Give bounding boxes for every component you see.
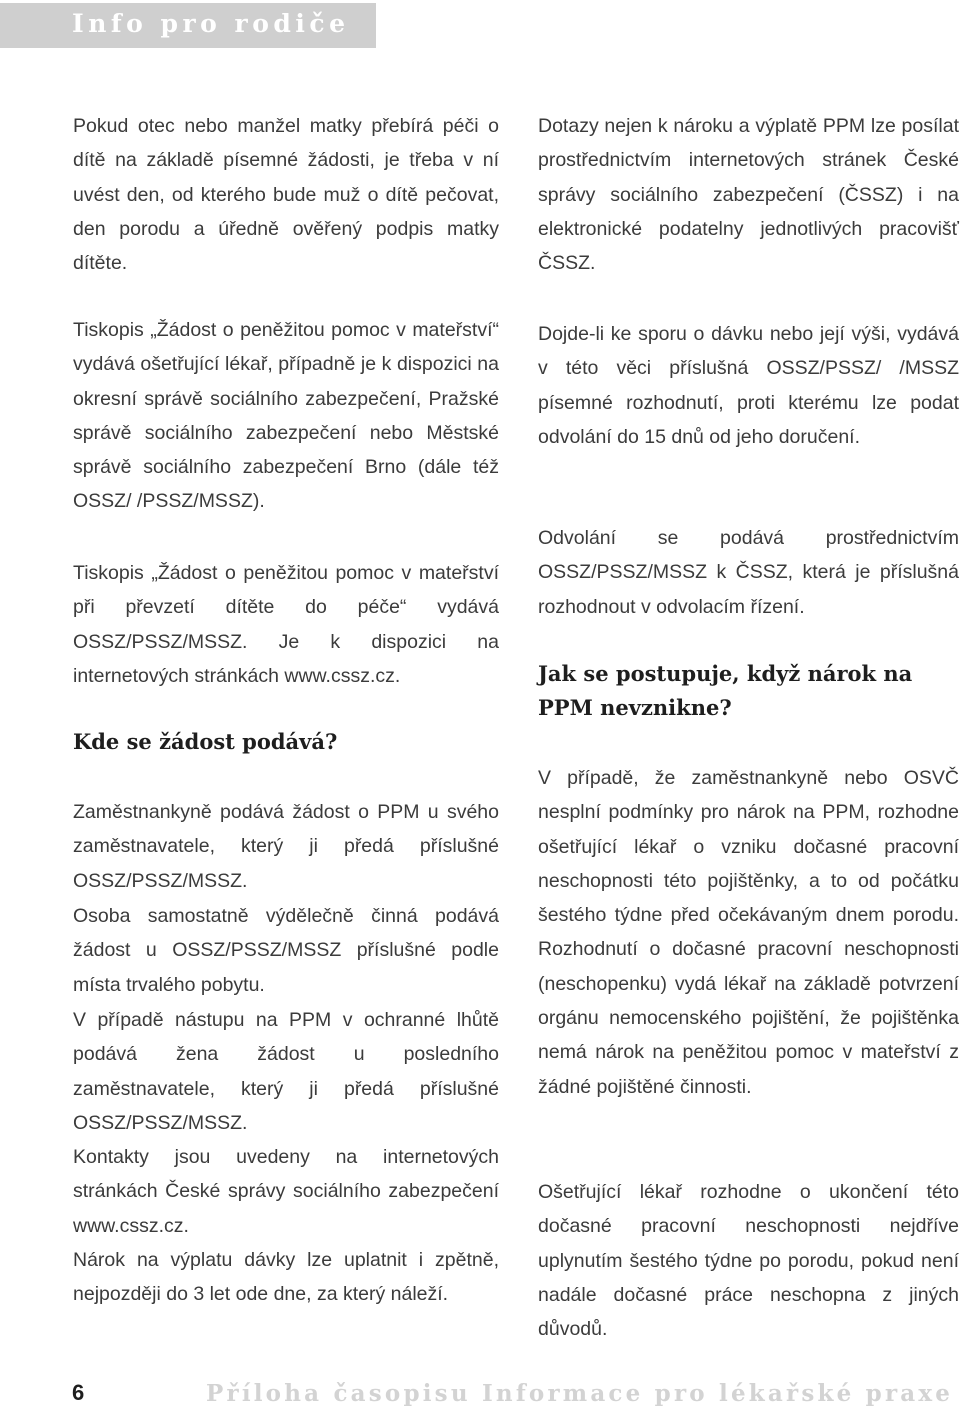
right-paragraph-3 (538, 521, 959, 624)
paragraph-text: Osoba samostatně výdělečně činná podává žádost u OSSZ/PSSZ/MSSZ příslušné podle místa trvalého pobytu. (73, 905, 499, 996)
section-title: Info pro rodiče (72, 9, 350, 38)
left-paragraph-7 (73, 1140, 499, 1243)
right-paragraph-2 (538, 317, 959, 454)
paragraph-text: V případě nástupu na PPM v ochranné lhůtě podává žena žádost u posledního zaměstnavatele, který ji předá příslušné OSSZ/PSSZ/MSSZ. (73, 1009, 499, 1134)
page-number: 6 (72, 1380, 85, 1405)
left-paragraph-5 (73, 899, 499, 1002)
paragraph-text: Kontakty jsou uvedeny na internetových stránkách České správy sociálního zabezpečení www.cssz.cz. (73, 1146, 499, 1237)
left-paragraph-8 (73, 1243, 499, 1312)
left-paragraph-2 (73, 313, 499, 519)
paragraph-text: V případě, že zaměstnankyně nebo OSVČ nesplní podmínky pro nárok na PPM, rozhodne ošetřující lékař o vzniku dočasné pracovní neschopnosti této pojištěnky, a to od počátku šestého týdne před očekávaným dnem porodu. Rozhodnutí o dočasné pracovní neschopnosti (neschopenku) vydá lékař na základě potvrzení orgánu nemocenského pojištění, že pojištěnka nemá nárok na peněžitou pomoc v mateřství z žádné pojištěné činnosti. (538, 767, 959, 1098)
right-heading (538, 657, 959, 725)
paragraph-text: Tiskopis „Žádost o peněžitou pomoc v mateřství při převzetí dítěte do péče“ vydává OSSZ/PSSZ/MSSZ. Je k dispozici na internetových stránkách www.cssz.cz. (73, 562, 499, 687)
right-paragraph-5 (538, 1175, 959, 1346)
paragraph-text: Dojde-li ke sporu o dávku nebo její výši, vydává v této věci příslušná OSSZ/PSSZ/ /MSSZ písemné rozhodnutí, proti kterému lze podat odvolání do 15 dnů od jeho doručení. (538, 323, 959, 448)
left-paragraph-3 (73, 556, 499, 693)
paragraph-text: Dotazy nejen k nároku a výplatě PPM lze posílat prostřednictvím internetových stránek České správy sociálního zabezpečení (ČSSZ) i na elektronické podatelny jednotlivých pracovišť ČSSZ. (538, 115, 959, 275)
paragraph-text: Ošetřující lékař rozhodne o ukončení této dočasné pracovní neschopnosti nejdříve uplynutím šestého týdne po porodu, pokud není nadále dočasné práce neschopna z jiných důvodů. (538, 1181, 959, 1341)
section-heading: Kde se žádost podává? (73, 729, 338, 754)
right-paragraph-4 (538, 761, 959, 1104)
left-paragraph-6 (73, 1003, 499, 1140)
right-paragraph-1 (538, 109, 959, 280)
paragraph-text: Pokud otec nebo manžel matky přebírá péči o dítě na základě písemné žádosti, je třeba v ní uvést den, od kterého bude muž o dítě pečovat, den porodu a úředně ověřený podpis matky dítěte. (73, 115, 499, 275)
section-heading: Jak se postupuje, když nárok na PPM nevznikne? (538, 661, 913, 720)
paragraph-text: Nárok na výplatu dávky lze uplatnit i zpětně, nejpozději do 3 let ode dne, za který náleží. (73, 1249, 499, 1306)
paragraph-text: Tiskopis „Žádost o peněžitou pomoc v mateřství“ vydává ošetřující lékař, případně je k dispozici na okresní správě sociálního zabezpečení, Pražské správě sociálního zabezpečení nebo Městské správě sociálního zabezpečení Brno (dále též OSSZ/ /PSSZ/MSSZ). (73, 319, 499, 513)
footer-publication: Příloha časopisu Informace pro lékařské praxe (206, 1380, 954, 1407)
left-paragraph-4 (73, 795, 499, 898)
paragraph-text: Zaměstnankyně podává žádost o PPM u svého zaměstnavatele, který ji předá příslušné OSSZ/PSSZ/MSSZ. (73, 801, 499, 892)
paragraph-text: Odvolání se podává prostřednictvím OSSZ/PSSZ/MSSZ k ČSSZ, která je příslušná rozhodnout v odvolacím řízení. (538, 527, 959, 618)
left-paragraph-1 (73, 109, 499, 280)
left-heading (73, 725, 499, 759)
